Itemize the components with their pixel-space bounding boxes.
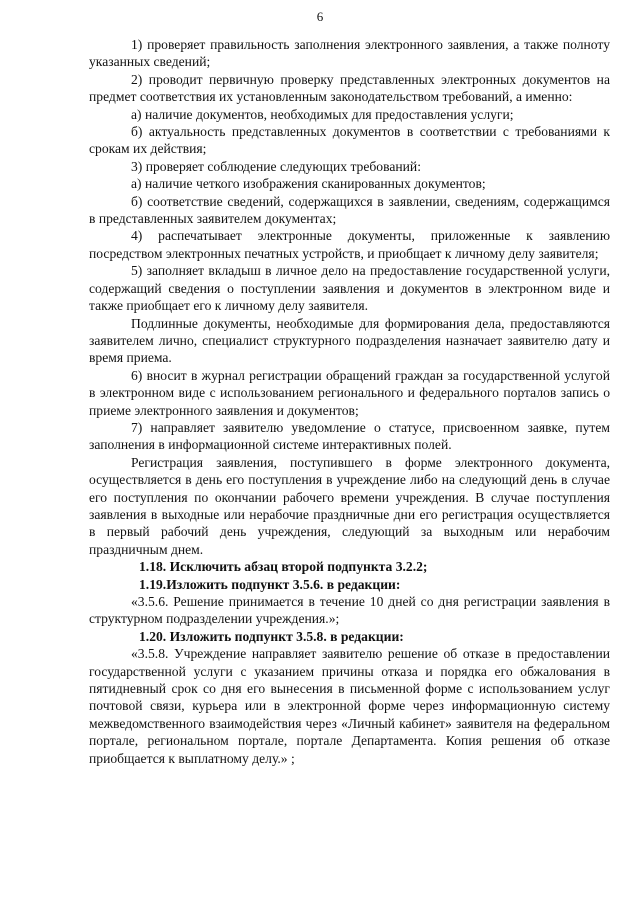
paragraph: а) наличие четкого изображения сканированных документов; — [131, 176, 486, 192]
paragraph: «3.5.6. Решение принимается в течение 10 дней со дня регистрации заявления в структурном подразделении учреждения.»; — [89, 594, 610, 627]
paragraph: Регистрация заявления, поступившего в форме электронного документа, осуществляется в день его поступления в учреждение либо на следующий день в случае его поступления по окончании рабочего времени учреждения. В случае поступления заявления в выходные или нерабочие праздничные дни его регистрация осуществляется в первый рабочий день учреждения, следующий за выходным или нерабочим праздничным днем. — [89, 454, 610, 557]
paragraph: Подлинные документы, необходимые для формирования дела, предоставляются заявителем лично, специалист структурного подразделения назначает заявителю дату и время приема. — [89, 315, 610, 366]
paragraph: 6) вносит в журнал регистрации обращений граждан за государственной услугой в электронном виде с использованием регионального и федерального порталов запись о приеме электронного заявления и документов; — [89, 367, 610, 418]
paragraph: «3.5.8. Учреждение направляет заявителю решение об отказе в предоставлении государственной услуги с указанием причины отказа и порядка его обжалования в пятидневный срок со дня его вынесения в письменной форме с использованием услуг почтовой связи, курьера или в электронной форме через информационную систему межведомственного взаимодействия через «Личный кабинет» заявителя на федеральном портале, региональном портале, портале Департамента. Копия решения об отказе приобщается к выплатному делу.» ; — [89, 646, 610, 766]
paragraph: 1.20. Изложить подпункт 3.5.8. в редакции: — [139, 628, 404, 644]
paragraph: 7) направляет заявителю уведомление о статусе, присвоенном заявке, путем заполнения в информационной системе интерактивных полей. — [89, 419, 610, 453]
paragraph: 1) проверяет правильность заполнения электронного заявления, а также полноту указанных сведений; — [89, 37, 610, 70]
page-number: 6 — [316, 9, 324, 24]
paragraph: 2) проводит первичную проверку представленных электронных документов на предмет соответствия их установленным законодательством требований, а именно: — [89, 71, 610, 105]
paragraph: 4) распечатывает электронные документы, приложенные к заявлению посредством электронных печатных устройств, и приобщает к личному делу заявителя; — [89, 228, 610, 261]
document-body — [89, 36, 610, 767]
paragraph: 3) проверяет соблюдение следующих требований: — [131, 158, 421, 174]
paragraph: б) актуальность представленных документов в соответствии с требованиями к срокам их действия; — [89, 124, 610, 157]
paragraph: б) соответствие сведений, содержащихся в заявлении, сведениям, содержащимся в представленных заявителем документах; — [89, 193, 610, 227]
paragraph: 5) заполняет вкладыш в личное дело на предоставление государственной услуги, содержащий сведения о поступлении заявления и документов в электронном виде и также приобщает его к личному делу заявителя. — [89, 263, 610, 314]
paragraph: а) наличие документов, необходимых для предоставления услуги; — [131, 106, 514, 122]
paragraph: 1.19.Изложить подпункт 3.5.6. в редакции: — [139, 576, 401, 592]
paragraph: 1.18. Исключить абзац второй подпункта 3.2.2; — [139, 559, 428, 575]
